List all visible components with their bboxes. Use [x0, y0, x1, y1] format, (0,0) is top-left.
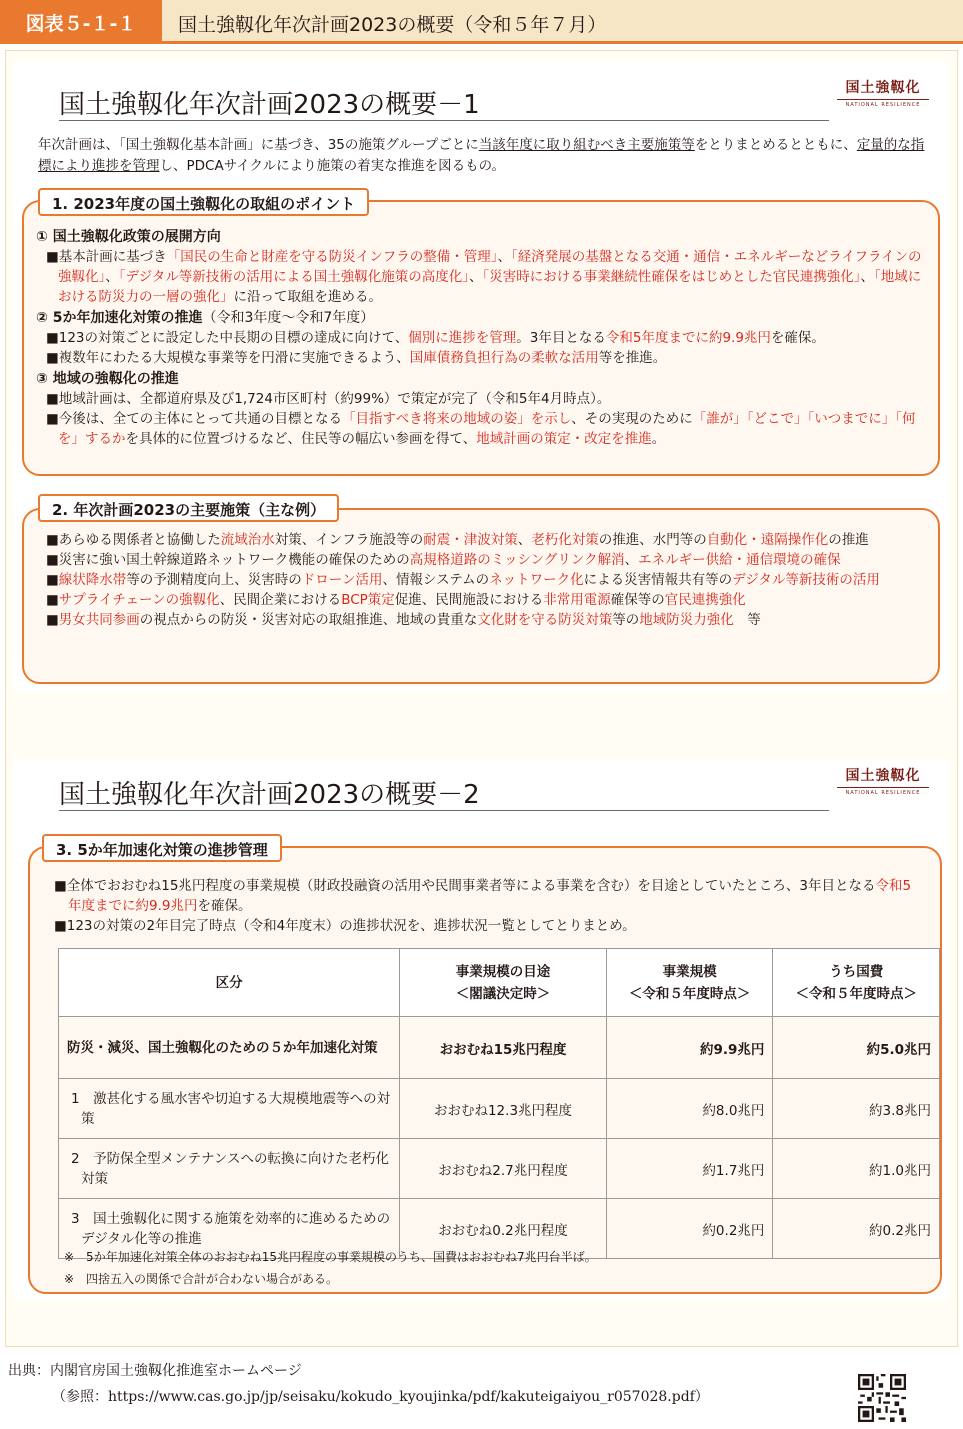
progress-table — [58, 948, 940, 1259]
section-heading: ③ 地域の強靱化の推進 — [36, 371, 179, 387]
logo-main-text: 国土強靱化 — [845, 768, 921, 784]
table-cell: 3 国土強靱化に関する施策を効率的に進めるためのデジタル化等の推進 — [59, 1199, 400, 1259]
section-heading: ② 5か年加速化対策の推進（令和3年度～令和7年度） — [36, 310, 375, 326]
intro-text — [38, 135, 928, 177]
table-cell: 約0.2兆円 — [606, 1199, 773, 1259]
figure-title: 国土強靱化年次計画2023の概要（令和５年７月） — [178, 14, 607, 36]
points-content — [36, 228, 928, 449]
intro-underlined: 定量的な指標により進捗を管理 — [38, 137, 925, 174]
table-row — [59, 1079, 940, 1139]
table-cell: 2 予防保全型メンテナンスへの転換に向けた老朽化対策 — [59, 1139, 400, 1199]
column-header: 事業規模 ＜令和５年度時点＞ — [606, 949, 773, 1017]
points-box-tab: 1. 2023年度の国土強靱化の取組のポイント — [38, 188, 369, 216]
table-cell: 約1.0兆円 — [773, 1139, 940, 1199]
table-cell: 1 激甚化する風水害や切迫する大規模地震等への対策 — [59, 1079, 400, 1139]
table-row-total — [59, 1017, 940, 1079]
panel1-title: 国土強靱化年次計画2023の概要－1 — [59, 90, 480, 120]
table-cell: 約0.2兆円 — [773, 1199, 940, 1259]
table-cell: 約9.9兆円 — [606, 1017, 773, 1079]
measures-content — [46, 530, 928, 630]
progress-intro — [54, 876, 914, 936]
table-cell: 防災・減災、国土強靱化のための５か年加速化対策 — [59, 1017, 400, 1079]
table-cell: おおむね15兆円程度 — [400, 1017, 607, 1079]
table-cell: おおむね2.7兆円程度 — [400, 1139, 607, 1199]
list-item: ■サプライチェーンの強靱化、民間企業におけるBCP策定促進、民間施設における非常用電源確保等の官民連携強化 — [46, 592, 746, 608]
note: ※ 四捨五入の関係で合計が合わない場合がある。 — [64, 1272, 339, 1286]
list-item: ■全体でおおむね15兆円程度の事業規模（財政投融資の活用や民間事業者等による事業を含む）を目途としていたところ、3年目となる令和5年度までに約9.9兆円を確保。 — [54, 878, 912, 914]
logo-sub-text: NATIONAL RESILIENCE — [845, 790, 921, 796]
column-header: 区分 — [59, 949, 400, 1017]
list-item: ■123の対策の2年目完了時点（令和4年度末）の進捗状況を、進捗状況一覧としてとりまとめ。 — [54, 918, 636, 934]
measures-box — [22, 508, 940, 684]
points-box — [22, 200, 940, 476]
column-header: 事業規模の目途 ＜閣議決定時＞ — [400, 949, 607, 1017]
overview-panel-1 — [14, 62, 949, 692]
intro-text-part: とともに、 — [789, 137, 857, 153]
intro-text-part: し、PDCAサイクルにより施策の着実な推進を図るもの。 — [159, 158, 506, 174]
title-rule — [59, 120, 829, 121]
table-row — [59, 1139, 940, 1199]
column-header: うち国費 ＜令和５年度時点＞ — [773, 949, 940, 1017]
intro-text-part: 年次計画は、「国土強靱化基本計画」に基づき、35の施策グループごとに — [38, 137, 479, 153]
panel2-title: 国土強靱化年次計画2023の概要－2 — [59, 780, 480, 810]
list-item: ■男女共同参画の視点からの防災・災害対応の取組推進、地域の貴重な文化財を守る防災対策等の地域防災力強化 等 — [46, 612, 761, 628]
logo-rule — [837, 787, 929, 788]
source-citation — [8, 1358, 709, 1410]
table-cell: 約5.0兆円 — [773, 1017, 940, 1079]
figure-header — [0, 0, 963, 44]
note: ※ 5か年加速化対策全体のおおむね15兆円程度の事業規模のうち、国費はおおむね7兆円台半ば。 — [64, 1250, 597, 1264]
logo-sub-text: NATIONAL RESILIENCE — [845, 102, 921, 108]
list-item: ■基本計画に基づき「国民の生命と財産を守る防災インフラの整備・管理」、「経済発展の基盤となる交通・通信・エネルギーなどライフラインの強靱化」、「デジタル等新技術の活用による国土強靱化施策の高度化」、「災害時における事業継続性確保をはじめとした官民連携強化」、「地域における防災力の一層の強化」に沿って取組を進める。 — [46, 249, 922, 305]
figure-label: 図表５-１-１ — [0, 0, 162, 44]
progress-box-tab: 3. 5か年加速化対策の進捗管理 — [42, 834, 282, 862]
list-item: ■123の対策ごとに設定した中長期の目標の達成に向けて、個別に進捗を管理。3年目となる令和5年度までに約9.9兆円を確保。 — [46, 330, 825, 346]
logo-rule — [837, 99, 929, 100]
table-cell: 約8.0兆円 — [606, 1079, 773, 1139]
list-item: ■今後は、全ての主体にとって共通の目標となる「目指すべき将来の地域の姿」を示し、その実現のために「誰が」「どこで」「いつまでに」「何を」するかを具体的に位置づけるなど、住民等の幅広い参画を得て、地域計画の策定・改定を推進。 — [46, 411, 916, 447]
overview-panel-2 — [14, 760, 949, 1300]
intro-text-part: をとりまとめる — [694, 137, 790, 153]
list-item: ■災害に強い国土幹線道路ネットワーク機能の確保のための高規格道路のミッシングリンク解消、エネルギー供給・通信環境の確保 — [46, 552, 841, 568]
list-item: ■線状降水帯等の予測精度向上、災害時のドローン活用、情報システムのネットワーク化による災害情報共有等のデジタル等新技術の活用 — [46, 572, 880, 588]
list-item: ■あらゆる関係者と協働した流域治水対策、インフラ施設等の耐震・津波対策、老朽化対策の推進、水門等の自動化・遠隔操作化の推進 — [46, 532, 869, 548]
national-resilience-logo — [837, 765, 929, 796]
qr-code-icon — [858, 1374, 906, 1422]
title-rule — [59, 810, 829, 811]
national-resilience-logo — [837, 77, 929, 108]
table-header-row — [59, 949, 940, 1017]
intro-underlined: 当該年度に取り組むべき主要施策等 — [478, 137, 695, 153]
table-cell: 約3.8兆円 — [773, 1079, 940, 1139]
source-url[interactable]: （参照：https://www.cas.go.jp/jp/seisaku/kokudo_kyoujinka/pdf/kakuteigaiyou_r057028.pdf） — [52, 1389, 709, 1405]
source-line: 出典：内閣官房国土強靱化推進室ホームページ — [8, 1363, 302, 1379]
list-item: ■地域計画は、全都道府県及び1,724市区町村（約99%）で策定が完了（令和5年4月時点）。 — [46, 391, 611, 407]
table-cell: おおむね12.3兆円程度 — [400, 1079, 607, 1139]
table-cell: おおむね0.2兆円程度 — [400, 1199, 607, 1259]
section-heading: ① 国土強靱化政策の展開方向 — [36, 229, 221, 245]
list-item: ■複数年にわたる大規模な事業等を円滑に実施できるよう、国庫債務負担行為の柔軟な活用等を推進。 — [46, 350, 667, 366]
measures-box-tab: 2. 年次計画2023の主要施策（主な例） — [38, 494, 339, 522]
table-cell: 約1.7兆円 — [606, 1139, 773, 1199]
table-notes — [64, 1246, 597, 1290]
logo-main-text: 国土強靱化 — [845, 80, 921, 96]
